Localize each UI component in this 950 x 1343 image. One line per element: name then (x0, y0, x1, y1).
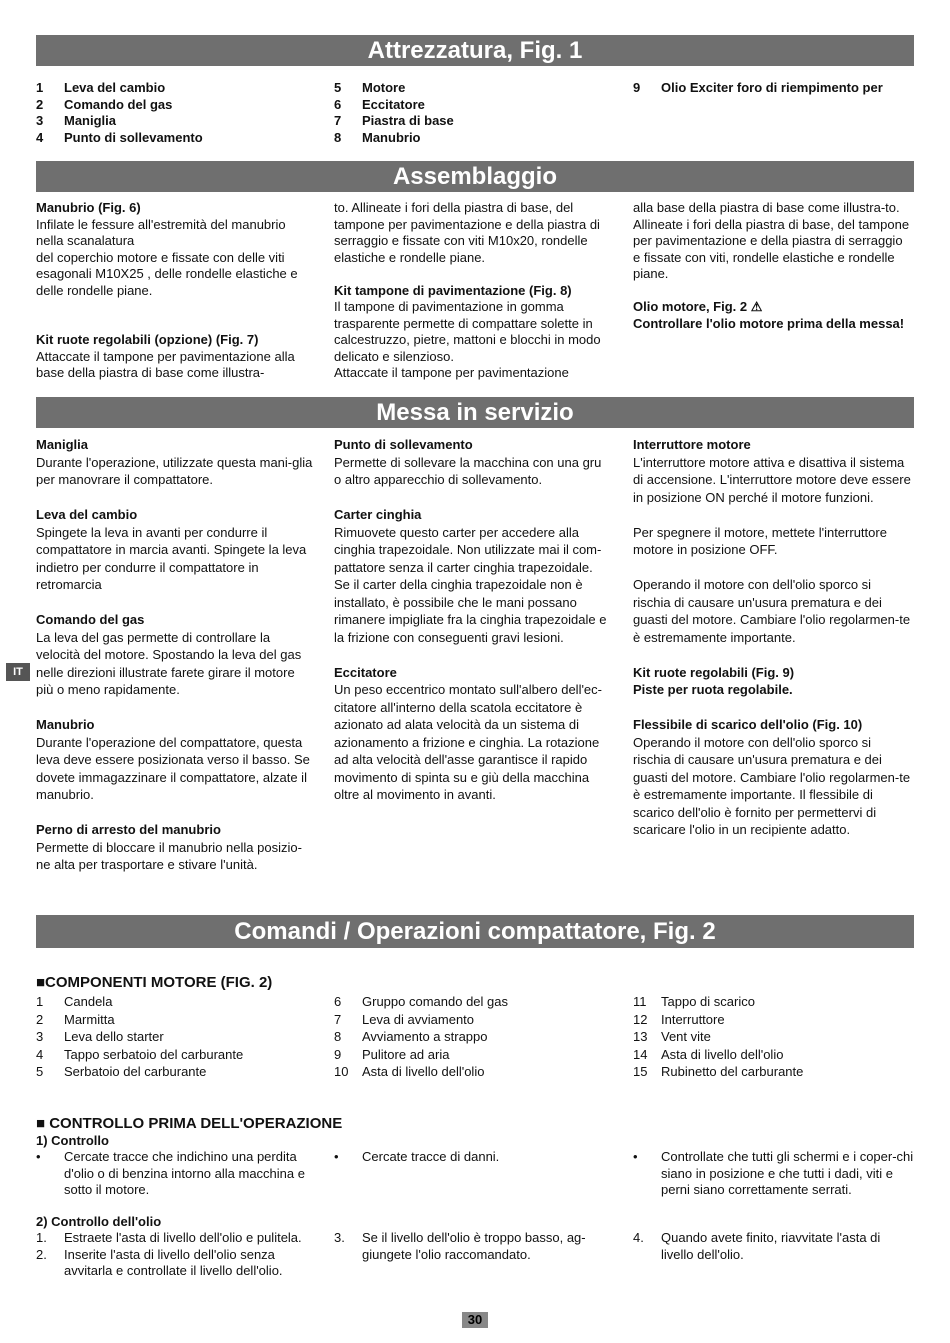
list-item: 2 Comando del gas (36, 96, 173, 112)
list-item: 5 Serbatoio del carburante (36, 1064, 207, 1079)
step-item: 3. Se il livello dell'olio è troppo basso, ag-giungete l'olio raccomandato. (334, 1230, 586, 1262)
paragraph: Durante l'operazione del compattatore, questa leva deve essere posizionata verso il basso. Se dovete immagazzinare il compattatore, alzate il manubrio. (36, 734, 310, 802)
heading: Kit tampone di pavimentazione (Fig. 8) (334, 282, 572, 298)
paragraph: Spingete la leva in avanti per condurre il compattatore in marcia avanti. Spingete la leva indietro per condurre il compattatore in retromarcia (36, 524, 307, 592)
check2-col1 (36, 1230, 314, 1280)
heading: Manubrio (Fig. 6) (36, 200, 141, 215)
page-number: 30 (462, 1312, 488, 1328)
list-item: 5 Motore (334, 80, 406, 95)
list-item: 10 Asta di livello dell'olio (334, 1064, 485, 1079)
components-col3 (633, 993, 911, 1081)
paragraph: Durante l'operazione, utilizzate questa mani-glia per manovrare il compattatore. (36, 454, 313, 487)
equipment-list-col1 (36, 80, 314, 146)
heading: Leva del cambio (36, 507, 138, 522)
heading: Manubrio (36, 717, 95, 732)
list-item: 4 Punto di sollevamento (36, 129, 203, 145)
check-title: ■ CONTROLLO PRIMA DELL'OPERAZIONE (36, 1115, 343, 1132)
assembly-col2 (334, 200, 612, 382)
list-item: 15 Rubinetto del carburante (633, 1064, 804, 1079)
list-item: 12 Interruttore (633, 1011, 725, 1027)
section-title-attrezzatura: Attrezzatura, Fig. 1 (36, 35, 914, 66)
paragraph: Attaccate il tampone per pavimentazione (334, 365, 569, 380)
list-item: 11 Tappo di scarico (633, 994, 755, 1009)
heading: Comando del gas (36, 612, 145, 627)
heading: Punto di sollevamento (334, 437, 473, 452)
check2-title: 2) Controllo dell'olio (36, 1214, 162, 1229)
paragraph: Permette di sollevare la macchina con una gru o altro apparecchio di sollevamento. (334, 454, 602, 487)
paragraph: Infilate le fessure all'estremità del manubrio nella scanalatura (36, 216, 286, 248)
list-item: 13 Vent vite (633, 1029, 711, 1044)
list-item: 4 Tappo serbatoio del carburante (36, 1046, 244, 1062)
list-item: 3 Leva dello starter (36, 1029, 164, 1044)
commissioning-col1 (36, 436, 314, 874)
section-title-comandi: Comandi / Operazioni compattatore, Fig. 2 (36, 915, 914, 948)
paragraph: La leva del gas permette di controllare la velocità del motore. Spostando la leva del gas nelle direzioni illustrate farete girare il motore più o meno rapidamente. (36, 629, 302, 697)
section-title-messa-in-servizio: Messa in servizio (36, 397, 914, 428)
bullet-item: • Cercate tracce che indichino una perdita d'olio o di benzina intorno alla macchina e sotto il motore. (36, 1149, 305, 1197)
paragraph: alla base della piastra di base come illustra-to. Allineate i fori della piastra di base, del tampone per pavimentazione e della piastra di serraggio e fissate con viti, rondelle elastiche e rondelle piane. (633, 200, 910, 281)
assembly-col3 (633, 200, 911, 332)
list-item: 3 Maniglia (36, 113, 117, 128)
heading: Interruttore motore (633, 437, 751, 452)
check1-col2 (334, 1149, 612, 1166)
heading: Olio motore, Fig. 2 ⚠ (633, 299, 763, 314)
components-title: ■COMPONENTI MOTORE (FIG. 2) (36, 974, 273, 991)
equipment-list-col3 (633, 80, 911, 97)
step-item: 4. Quando avete finito, riavvitate l'asta di livello dell'olio. (633, 1230, 881, 1262)
paragraph: L'interruttore motore attiva e disattiva il sistema di accensione. L'interruttore motore deve essere in posizione ON perché il motore funzioni. (633, 454, 911, 505)
bullet-item: • Controllate che tutti gli schermi e i coper-chi siano in posizione e che tutti i dadi, viti e perni siano correttamente serrati. (633, 1149, 914, 1197)
language-tab: IT (6, 663, 30, 681)
list-item: 14 Asta di livello dell'olio (633, 1046, 784, 1062)
list-item: 9 Pulitore ad aria (334, 1046, 450, 1062)
step-item: 2. Inserite l'asta di livello dell'olio senza avvitarla e controllate il livello dell'olio. (36, 1246, 283, 1278)
check1-col3 (633, 1149, 917, 1199)
step-item: 1. Estraete l'asta di livello dell'olio e pulitela. (36, 1230, 302, 1245)
heading: Kit ruote regolabili (opzione) (Fig. 7) (36, 332, 259, 347)
check1-title: 1) Controllo (36, 1133, 109, 1148)
list-item: 9 Olio Exciter foro di riempimento per (633, 80, 883, 95)
heading: Piste per ruota regolabile. (633, 682, 793, 697)
paragraph: Operando il motore con dell'olio sporco si rischia di causare un'usura prematura e dei guasti del motore. Cambiare l'olio regolarmen-te è estremamente importante. Il flessibile di scarico dell'olio è fornito per permettervi di scaricare l'olio in un recipiente adatto. (633, 734, 911, 837)
components-col1 (36, 993, 314, 1081)
heading: Eccitatore (334, 664, 397, 680)
heading: Controllare l'olio motore prima della messa! (633, 315, 905, 331)
list-item: 2 Marmitta (36, 1011, 115, 1027)
paragraph: Permette di bloccare il manubrio nella posizio-ne alta per trasportare e stivare l'unità. (36, 839, 302, 872)
commissioning-col3 (633, 436, 911, 839)
heading: Maniglia (36, 437, 89, 452)
paragraph: Il tampone di pavimentazione in gomma trasparente permette di compattare solette in calcestruzzo, pietre, mattoni e blocchi in modo delicato e silenzioso. (334, 299, 601, 364)
heading: Kit ruote regolabili (Fig. 9) (633, 664, 795, 680)
paragraph: to. Allineate i fori della piastra di base, del tampone per pavimentazione e della piastra di serraggio e fissate con viti M10x20, rondelle elastiche e rondelle piane. (334, 200, 600, 265)
bullet-item: • Cercate tracce di danni. (334, 1149, 500, 1164)
paragraph: Attaccate il tampone per pavimentazione alla base della piastra di base come illustra- (36, 348, 295, 380)
paragraph: del coperchio motore e fissate con delle viti esagonali M10X25 , delle rondelle elastiche e delle rondelle piane. (36, 249, 298, 298)
section-title-assemblaggio: Assemblaggio (36, 161, 914, 192)
paragraph: Per spegnere il motore, mettete l'interruttore motore in posizione OFF. (633, 524, 887, 557)
equipment-list-col2 (334, 80, 612, 146)
list-item: 1 Leva del cambio (36, 80, 166, 95)
list-item: 7 Leva di avviamento (334, 1011, 475, 1027)
list-item: 8 Avviamento a strappo (334, 1029, 488, 1044)
commissioning-col2 (334, 436, 612, 804)
check2-col3 (633, 1230, 911, 1263)
paragraph: Operando il motore con dell'olio sporco si rischia di causare un'usura prematura e dei guasti del motore. Cambiare l'olio regolarmen-te è estremamente importante. (633, 577, 911, 645)
check2-col2 (334, 1230, 612, 1263)
paragraph: Rimuovete questo carter per accedere alla cinghia trapezoidale. Non utilizzate mai il com-pattatore senza il carter cinghia trapezoidale. Se il carter della cinghia trapezoidale non è installato, è possibile che le mani possano rimanere impigliate fra la cinghia trapezoidale e la frizione con conseguenti gravi lesioni. (334, 524, 607, 645)
list-item: 8 Manubrio (334, 129, 421, 145)
list-item: 6 Gruppo comando del gas (334, 994, 508, 1009)
heading: Carter cinghia (334, 507, 422, 522)
heading: Flessibile di scarico dell'olio (Fig. 10) (633, 717, 863, 732)
list-item: 1 Candela (36, 994, 113, 1009)
list-item: 7 Piastra di base (334, 113, 454, 128)
heading: Perno di arresto del manubrio (36, 822, 221, 837)
paragraph: Un peso eccentrico montato sull'albero dell'ec-citatore all'interno della scatola eccitatore è azionato ad alata velocità da un sistema di azionamento a frizione e cinghia. La rotazione ad alta velocità dell'asse garantisce il rapido movimento di spinta su e giù della macchina oltre al movimento in avanti. (334, 682, 602, 802)
check1-col1 (36, 1149, 314, 1199)
components-col2 (334, 993, 612, 1081)
list-item: 6 Eccitatore (334, 96, 425, 112)
assembly-col1 (36, 200, 314, 382)
